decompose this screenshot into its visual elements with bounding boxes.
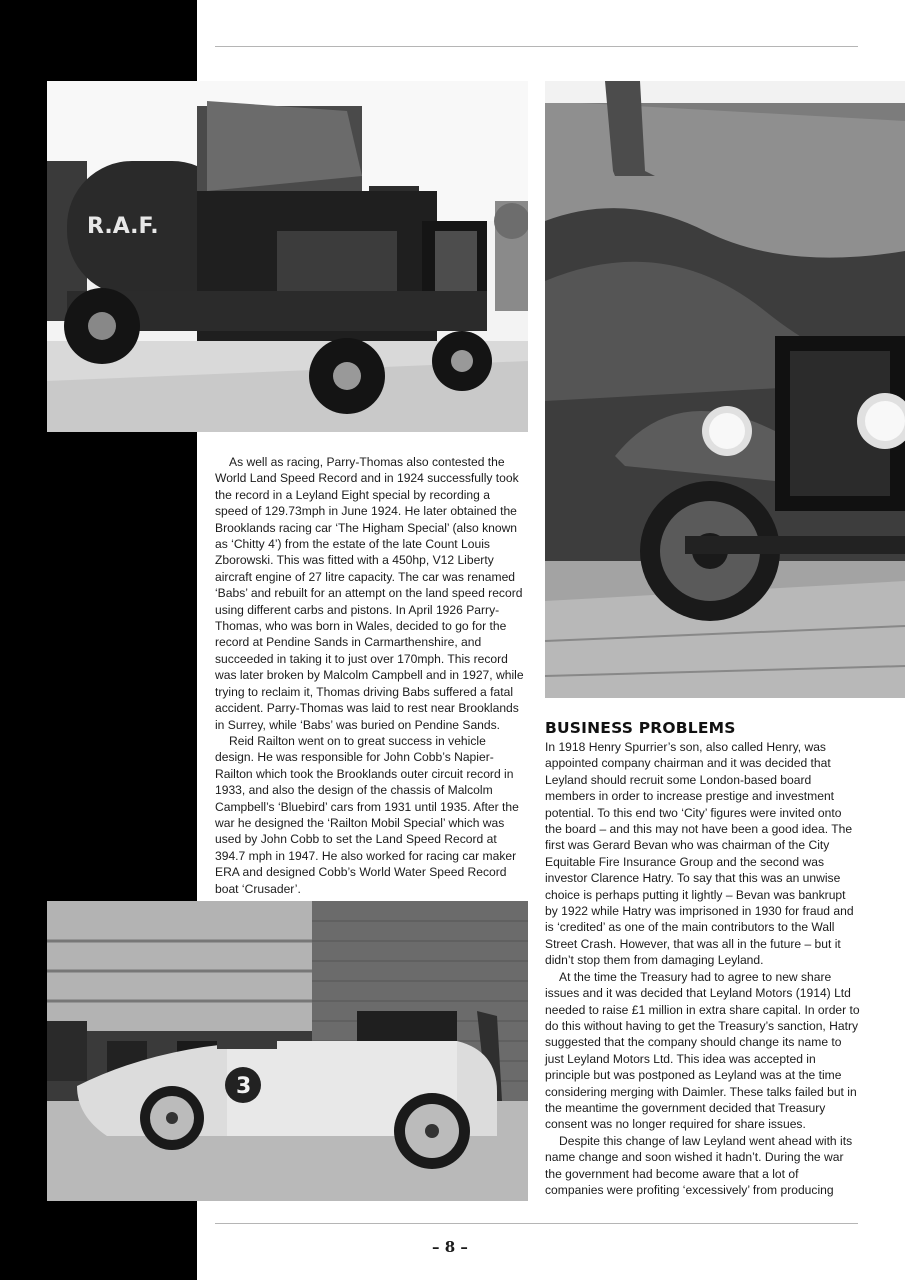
race-number: 3 xyxy=(236,1074,252,1099)
footer-rule xyxy=(215,1223,858,1224)
race-car-photo xyxy=(47,901,528,1201)
right-paragraph-2: At the time the Treasury had to agree to new share issues and it was decided that Leyland Motors (1914) Ltd needed to raise £1 million in extra share capital. In order to do this without having to get the Treasury’s sanction, Hatry suggested that the company should change its name to just Leyland Motors Ltd. This idea was accepted in principle but was postponed as Leyland was at the time considering merging with Daimler. These talks failed but in the meantime the government decided that Treasury consent was no longer required for share issues. xyxy=(545,969,860,1132)
left-text-column xyxy=(215,454,525,897)
header-rule xyxy=(215,46,858,47)
tanker-markings: R.A.F. xyxy=(87,214,159,239)
section-heading: BUSINESS PROBLEMS xyxy=(545,719,736,737)
left-paragraph-1: As well as racing, Parry-Thomas also contested the World Land Speed Record and in 1924 successfully took the record in a Leyland Eight special by recording a speed of 129.73mph in June 1924. He later obtained the Brooklands racing car ‘The Higham Special’ (also known as ‘Chitty 4’) from the estate of the late Count Louis Zborowski. This was fitted with a 450hp, V12 Liberty aircraft engine of 27 litre capacity. The car was renamed ‘Babs’ and rebuilt for an attempt on the land speed record using different carbs and pistons. In April 1926 Parry-Thomas, who was born in Wales, decided to go for the record at Pendine Sands in Carmarthenshire, and succeeded in taking it to just over 170mph. This record was later broken by Malcolm Campbell and in 1927, while trying to reclaim it, Thomas driving Babs suffered a fatal accident. Parry-Thomas was laid to rest near Brooklands in Surrey, while ‘Babs’ was buried on Pendine Sands. xyxy=(215,455,524,732)
tanker-photo xyxy=(47,81,528,432)
vintage-car-photo xyxy=(545,81,905,698)
left-paragraph-2: Reid Railton went on to great success in vehicle design. He was responsible for John Cobb’s Napier-Railton which took the Brooklands outer circuit record in 1933, and also the design of the chassis of Malcolm Campbell’s ‘Bluebird’ cars from 1931 until 1935. After the war he designed the ‘Railton Mobil Special’ which was used by John Cobb to set the Land Speed Record at 394.7 mph in 1947. He also worked for racing car maker ERA and designed Cobb’s World Water Speed Record boat ‘Crusader’. xyxy=(215,733,519,896)
right-paragraph-1: In 1918 Henry Spurrier’s son, also called Henry, was appointed company chairman and it was decided that Leyland should recruit some London-based board members in order to increase prestige and investment potential. To this end two ‘City’ figures were invited onto the board – and this may not have been a good idea. The first was Gerard Bevan who was chairman of the City Equitable Fire Insurance Group and the second was investor Clarence Hatry. To say that this was an unwise choice is perhaps putting it lightly – Bevan was bankrupt by 1922 while Hatry was imprisoned in 1930 for fraud and is ‘credited’ as one of the main contributors to the Wall Street Crash. However, that was all in the future – but it didn’t stop them from damaging Leyland. xyxy=(545,740,854,968)
right-text-column xyxy=(545,719,860,1198)
right-paragraph-3: Despite this change of law Leyland went ahead with its name change and soon wished it hadn’t. During the war the government had become aware that a lot of companies were profiting ‘excessively’ from producing xyxy=(545,1133,853,1197)
page-number: – 8 – xyxy=(432,1238,468,1256)
